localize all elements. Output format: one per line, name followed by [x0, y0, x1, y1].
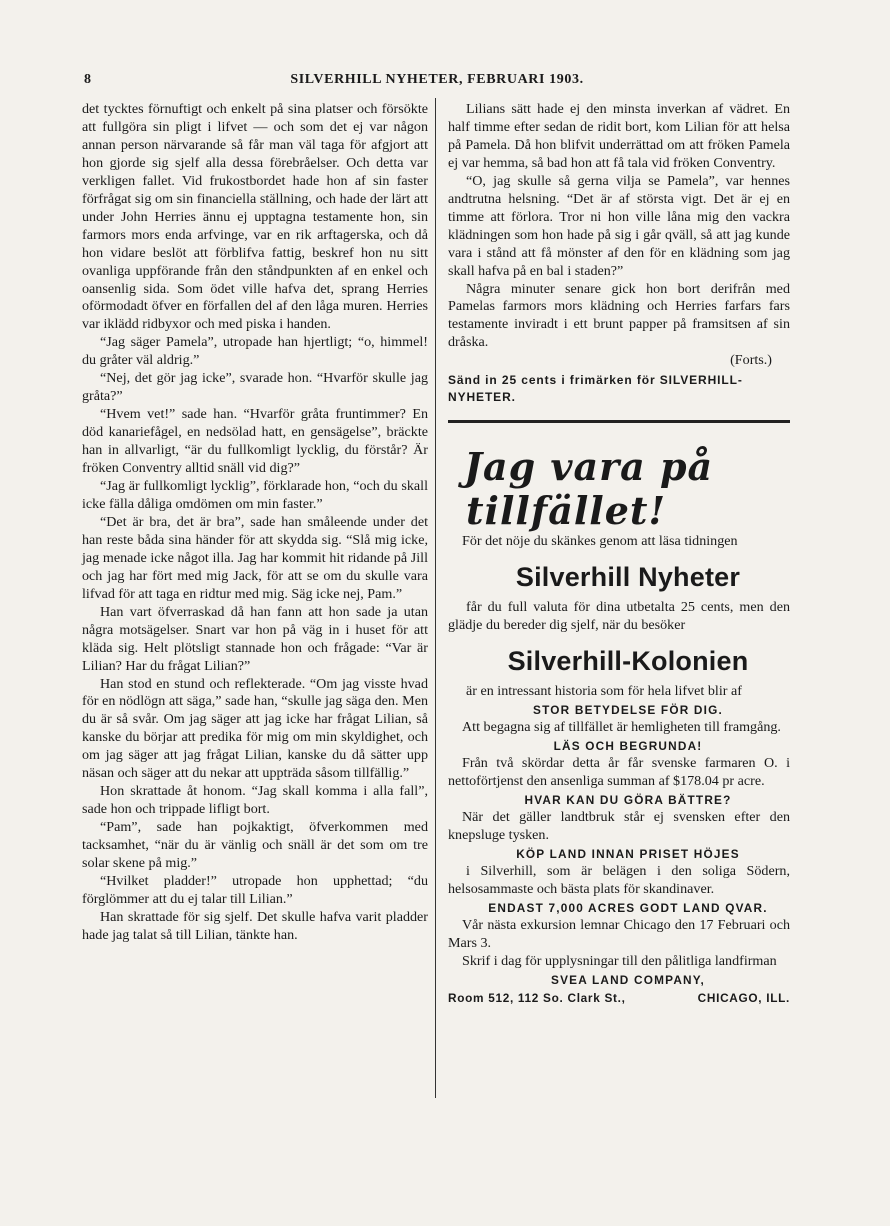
company-address: Room 512, 112 So. Clark St., [448, 990, 626, 1005]
paragraph: “Jag säger Pamela”, utropade han hjertligt; “o, himmel! du gråter väl aldrig.” [82, 334, 428, 369]
continued-note: (Forts.) [730, 352, 772, 369]
section-rule [448, 420, 790, 423]
paper-name: Silverhill Nyheter [515, 562, 741, 593]
page-header [84, 72, 790, 92]
ad-caps-line: HVAR KAN DU GÖRA BÄTTRE? [524, 792, 732, 807]
ad-headline-line1: Jag vara på [464, 444, 714, 490]
paragraph: Han stod en stund och reflekterade. “Om jag visste hvad för en nödlögn att säga,” sade han, “skulle jag säga den. Men du är så svår. Om jag säger att jag icke har frågat Lilian, så kanske du börjar att predika för mig om min skyldighet, och om jag säger att jag frågat Lilian, kanske du då sätter upp näsan och säger att du nekar att uppträda såsom tillfällig.” [82, 675, 428, 782]
paragraph: det tycktes förnuftigt och enkelt på sina platser och försökte att fullgöra sin pligt i lifvet — och som det ej var någon annan person närvarande så får man väl taga för afgjort att hon gjorde sig sjelf alla dessa förebråelser. Och detta var verkligen fallet. Vid frukostbordet hade hon af sin faster förfrågat sig om sin financiella ställning, och hade der lärt att under John Herries ännu ej upptagna testamente hon, sin farmors mors enda arfvinge, var en rik arftagerska, och då hon vidare beslöt att förblifva fattig, beskref hon nu sitt ovanliga uppförande från den ståndpunkten af en enkel och oansenlig sida. Som ödet ville hafva det, sprang Herries oförmodadt öfver en förfallen del af den låga muren. Herries var iklädd ridbyxor och med piska i handen. [82, 101, 428, 333]
ad-paragraph: är en intressant historia som för hela lifvet blir af [466, 683, 742, 700]
colony-name: Silverhill-Kolonien [507, 646, 749, 677]
ad-caps-line: LÄS OCH BEGRUNDA! [553, 739, 703, 754]
left-column [82, 101, 428, 945]
ad-paragraph: När det gäller landtbruk står ej svensken efter den knepsluge tysken. [448, 808, 790, 843]
ad-paragraph: För det nöje du skänkes genom att läsa tidningen [462, 533, 738, 550]
ad-headline-line2: tillfället! [466, 488, 667, 534]
ad-caps-line: ENDAST 7,000 ACRES GODT LAND QVAR. [488, 900, 768, 915]
company-city: CHICAGO, ILL. [697, 990, 790, 1005]
ad-paragraph: i Silverhill, som är belägen i den soliga Södern, helsosammaste och bästa plats för skandinaver. [448, 862, 790, 897]
ad-headline [464, 445, 790, 533]
paragraph: “Det är bra, det är bra”, sade han småleende under det han reste båda sina händer för att skydda sig. “Slå mig icke, jag menade icke något illa. Jag har kommit hit ridande på Jill och jag har fört med mig Jack, för att se om du skulle vara lifvad för att taga en ridtur med mig. Säg icke nej, Pam.” [82, 513, 428, 602]
ad-paragraph: Skrif i dag för upplysningar till den pålitliga landfirman [462, 952, 777, 969]
paragraph: Han skrattade för sig sjelf. Det skulle hafva varit pladder hade jag talat så till Lilian, tänkte han. [82, 908, 428, 943]
paragraph: “Hvilket pladder!” utropade hon upphettad; “du förglömmer att du ej talar till Lilian.” [82, 872, 428, 907]
paragraph: “Jag är fullkomligt lycklig”, förklarade hon, “och du skall icke fälla dåliga omdömen om min faster.” [82, 478, 428, 512]
ad-paragraph: Från två skördar detta år får svenske farmaren O. i nettoförtjenst den ansenliga summan af $178.04 pr acre. [448, 755, 790, 790]
page-number: 8 [84, 72, 91, 87]
company-name: SVEA LAND COMPANY, [551, 972, 705, 987]
paragraph: Hon skrattade åt honom. “Jag skall komma i alla fall”, sade hon och trippade lifligt bort. [82, 783, 428, 818]
paragraph: Han vart öfverraskad då han fann att hon sade ja utan några motsägelser. Snart var hon på väg in i huset för att kläda sig. Helt plötsligt stannade hon och frågade: “Var är Lilian? Har du frågat Lilian?” [82, 603, 428, 674]
company-address-row [448, 989, 790, 1007]
ad-paragraph: Att begagna sig af tillfället är hemligheten till framgång. [462, 719, 781, 736]
ad-caps-line: STOR BETYDELSE FÖR DIG. [533, 703, 723, 718]
ad-paragraph: Vår nästa exkursion lemnar Chicago den 17 Februari och Mars 3. [448, 916, 790, 951]
paragraph: Lilians sätt hade ej den minsta inverkan af vädret. En half timme efter sedan de ridit bort, kom Lilian för att helsa på Pamela. Då hon blifvit underrättad om att fröken Pamela ej var hemma, så bad hon att få tala vid fröken Conventry. [448, 101, 790, 171]
right-column [448, 101, 790, 1007]
paragraph: Några minuter senare gick hon bort derifrån med Pamelas farmors mors klädning och Herries farfars fars testamente inviradt i ett brunt papper på framsitsen af sin dråska. [448, 280, 790, 351]
paragraph: “O, jag skulle så gerna vilja se Pamela”, var hennes andtrutna helsning. “Det är af största vigt. Det är ej en timme att förlora. Tror ni hon ville låna mig den vackra klädningen som hon hade på sig i går qväll, så att jag kunde vara i stånd att få mönster af den för en klädning som jag skall hafva på en bal i staden?” [448, 172, 790, 279]
ad-caps-line: KÖP LAND INNAN PRISET HÖJES [516, 846, 740, 861]
subscription-note: Sänd in 25 cents i frimärken för SILVERHILL-NYHETER. [448, 373, 743, 405]
paragraph: “Pam”, sade han pojkaktigt, öfverkommen med tacksamhet, “när du är vänlig och snäll är det som om tre solar skene på mig.” [82, 819, 428, 872]
running-title: SILVERHILL NYHETER, FEBRUARI 1903. [290, 72, 584, 87]
paragraph: “Nej, det gör jag icke”, svarade hon. “Hvarför skulle jag gråta?” [82, 370, 428, 405]
ad-paragraph: får du full valuta för dina utbetalta 25 cents, men den glädje du bereder dig sjelf, när du besöker [448, 599, 790, 634]
column-divider [435, 98, 436, 1098]
advertisement [448, 445, 790, 1006]
paragraph: “Hvem vet!” sade han. “Hvarför gråta fruntimmer? En död kanariefågel, en nedsölad hatt, en gensägelse”, bräckte han in allvarligt, “är du fullkomligt lycklig, du förstår? Är fröken Conventry alltid snäll vid dig?” [82, 406, 428, 477]
